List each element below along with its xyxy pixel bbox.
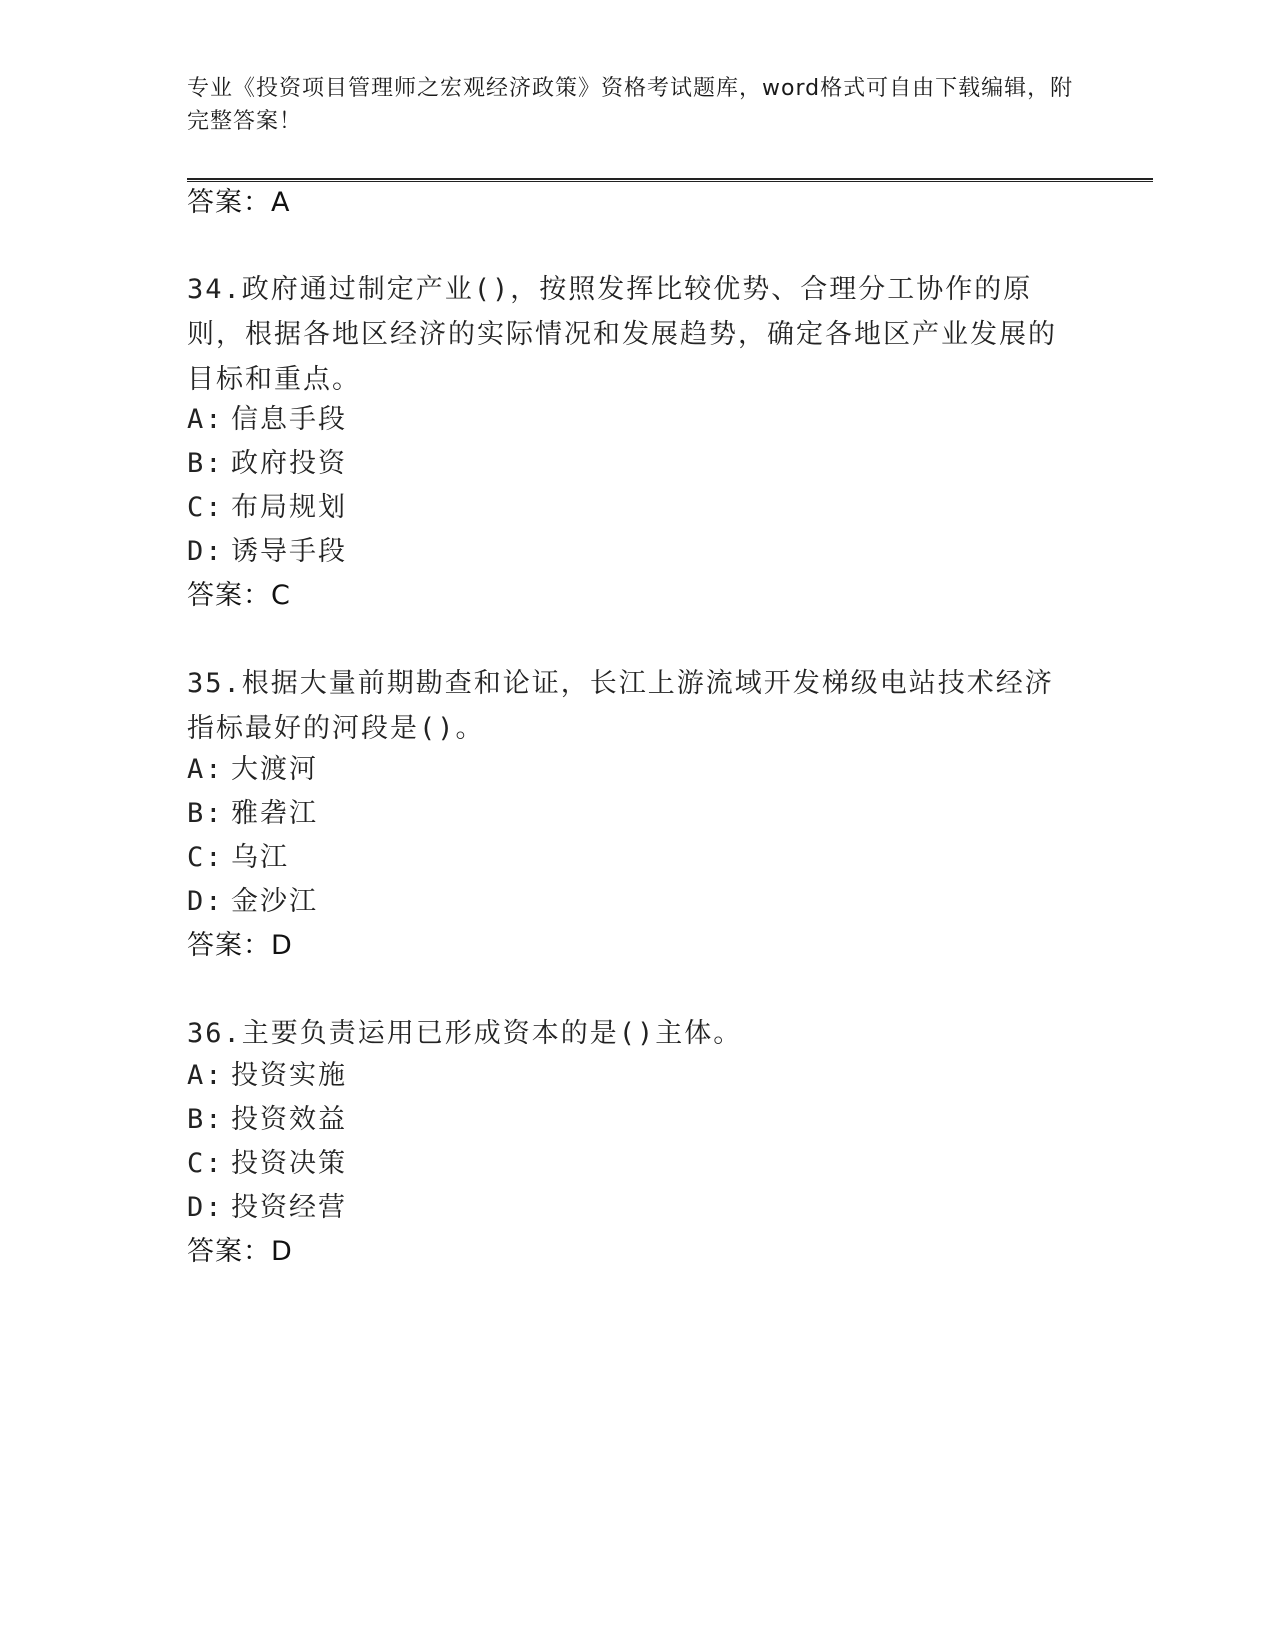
option-text: 投资效益 [231, 1104, 347, 1135]
option-text: 投资经营 [231, 1192, 347, 1223]
answer-34: 答案：C [187, 580, 291, 611]
question-35-option-b [187, 796, 318, 832]
option-text: 政府投资 [231, 448, 347, 479]
option-letter: A: [187, 1060, 224, 1091]
question-36-option-d [187, 1190, 347, 1226]
question-34-option-c [187, 490, 347, 526]
option-letter: B: [187, 798, 224, 829]
question-36-option-a [187, 1058, 347, 1094]
question-34-option-b [187, 446, 347, 482]
option-letter: A: [187, 754, 224, 785]
option-text: 信息手段 [231, 404, 347, 435]
option-letter: D: [187, 536, 224, 567]
option-text: 布局规划 [231, 492, 347, 523]
option-letter: C: [187, 842, 224, 873]
question-35-option-a [187, 752, 318, 788]
option-letter: D: [187, 1192, 224, 1223]
option-text: 金沙江 [231, 886, 318, 917]
question-34-option-a [187, 402, 347, 438]
option-text: 投资实施 [231, 1060, 347, 1091]
question-36-option-b [187, 1102, 347, 1138]
option-letter: B: [187, 1104, 224, 1135]
answer-36: 答案：D [187, 1236, 293, 1267]
option-text: 雅砻江 [231, 798, 318, 829]
answer-35: 答案：D [187, 930, 293, 961]
question-35-option-c [187, 840, 289, 876]
option-letter: C: [187, 1148, 224, 1179]
question-36-text: 36.主要负责运用已形成资本的是()主体。 [187, 1018, 743, 1049]
question-36-option-c [187, 1146, 347, 1182]
question-35-text: 35.根据大量前期勘查和论证，长江上游流域开发梯级电站技术经济指标最好的河段是()。 [187, 668, 1054, 744]
question-34-option-d [187, 534, 347, 570]
option-letter: D: [187, 886, 224, 917]
option-letter: C: [187, 492, 224, 523]
option-text: 投资决策 [231, 1148, 347, 1179]
option-text: 诱导手段 [231, 536, 347, 567]
question-35-option-d [187, 884, 318, 920]
option-letter: B: [187, 448, 224, 479]
answer-33: 答案：A [187, 187, 291, 218]
option-letter: A: [187, 404, 224, 435]
question-34-text: 34.政府通过制定产业()，按照发挥比较优势、合理分工协作的原则，根据各地区经济的实际情况和发展趋势，确定各地区产业发展的目标和重点。 [187, 274, 1057, 395]
header-divider [187, 178, 1153, 182]
option-text: 乌江 [231, 842, 289, 873]
page-header: 专业《投资项目管理师之宏观经济政策》资格考试题库，word格式可自由下载编辑，附完整答案！ [187, 76, 1074, 134]
option-text: 大渡河 [231, 754, 318, 785]
